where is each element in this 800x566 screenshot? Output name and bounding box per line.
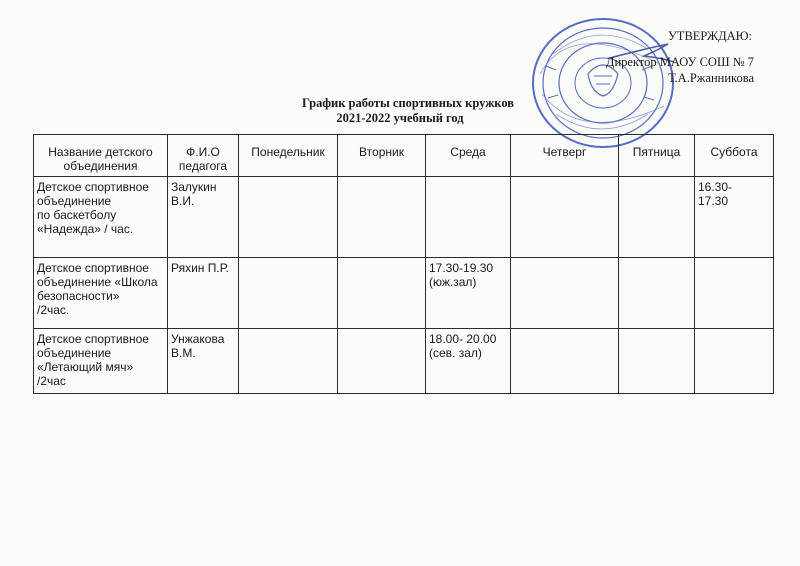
cell-saturday: 16.30- 17.30: [695, 177, 774, 258]
cell-saturday: [695, 258, 774, 329]
document-title: [0, 96, 800, 126]
cell-association: Детское спортивное объединение «Школа безопасности» /2час.: [34, 258, 168, 329]
cell-friday: [619, 258, 695, 329]
col-header-association: Название детского объединения: [34, 135, 168, 177]
approval-signer-name: Т.А.Ржанникова: [668, 71, 754, 85]
cell-friday: [619, 329, 695, 394]
table-header-row: [34, 135, 774, 177]
cell-teacher: Ряхин П.Р.: [168, 258, 239, 329]
approval-block: [606, 28, 754, 86]
cell-tuesday: [338, 258, 426, 329]
table-row: [34, 329, 774, 394]
cell-wednesday: 18.00- 20.00 (сев. зал): [426, 329, 511, 394]
cell-teacher: Унжакова В.М.: [168, 329, 239, 394]
cell-wednesday: 17.30-19.30 (юж.зал): [426, 258, 511, 329]
cell-saturday: [695, 329, 774, 394]
col-header-wednesday: Среда: [426, 135, 511, 177]
cell-thursday: [511, 329, 619, 394]
approval-heading: УТВЕРЖДАЮ:: [667, 29, 752, 43]
schedule-table: [33, 134, 774, 394]
col-header-thursday: Четверг: [511, 135, 619, 177]
col-header-tuesday: Вторник: [338, 135, 426, 177]
col-header-monday: Понедельник: [239, 135, 338, 177]
cell-monday: [239, 177, 338, 258]
table-row: [34, 258, 774, 329]
cell-thursday: [511, 258, 619, 329]
cell-wednesday: [426, 177, 511, 258]
cell-teacher: Залукин В.И.: [168, 177, 239, 258]
cell-thursday: [511, 177, 619, 258]
col-header-teacher: Ф.И.О педагога: [168, 135, 239, 177]
table-row: [34, 177, 774, 258]
cell-monday: [239, 329, 338, 394]
cell-tuesday: [338, 177, 426, 258]
cell-association: Детское спортивное объединение по баскетболу «Надежда» / час.: [34, 177, 168, 258]
cell-association: Детское спортивное объединение «Летающий мяч» /2час: [34, 329, 168, 394]
cell-friday: [619, 177, 695, 258]
col-header-friday: Пятница: [619, 135, 695, 177]
cell-monday: [239, 258, 338, 329]
cell-tuesday: [338, 329, 426, 394]
title-line-2: 2021-2022 учебный год: [336, 111, 464, 125]
col-header-saturday: Суббота: [695, 135, 774, 177]
approval-position: Директор МАОУ СОШ № 7: [605, 55, 754, 69]
title-line-1: График работы спортивных кружков: [301, 96, 515, 110]
